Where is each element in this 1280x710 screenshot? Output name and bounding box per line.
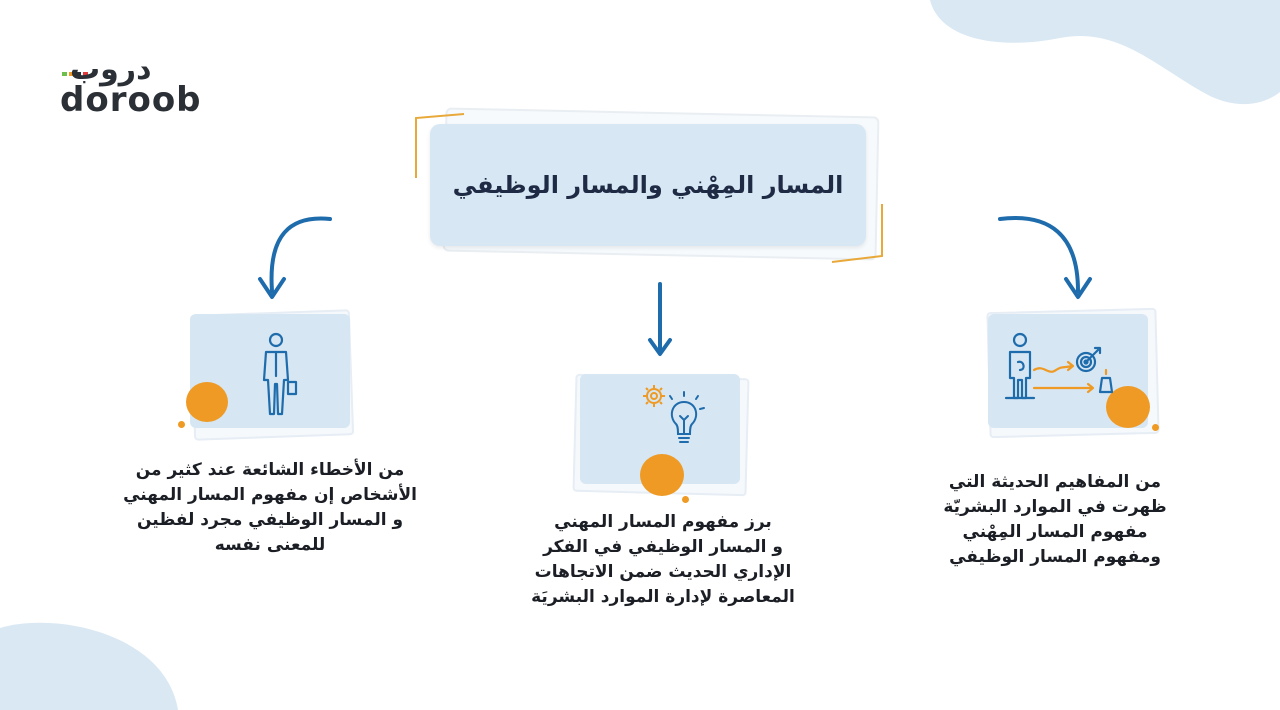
left-line-4: للمعنى نفسه bbox=[214, 535, 326, 555]
right-line-4: ومفهوم المسار الوظيفي bbox=[949, 547, 1161, 567]
right-card bbox=[980, 306, 1164, 442]
left-line-2: الأشخاص إن مفهوم المسار المهني bbox=[123, 485, 417, 505]
bottom-left-blob bbox=[0, 620, 180, 710]
right-description bbox=[920, 470, 1190, 570]
center-card-orange-dot bbox=[682, 496, 689, 503]
top-right-blob bbox=[920, 0, 1280, 110]
right-line-2: ظهرت في الموارد البشريّة bbox=[943, 497, 1167, 517]
title-card-group bbox=[414, 106, 884, 270]
doroob-logo bbox=[58, 52, 218, 122]
left-card-orange-spot bbox=[186, 382, 228, 422]
right-card-orange-dot bbox=[1152, 424, 1159, 431]
logo-arabic-text: دروب bbox=[70, 52, 152, 87]
logo-latin-text: doroob bbox=[60, 80, 202, 120]
center-card-orange-spot bbox=[640, 454, 684, 496]
right-line-3: مفهوم المسار المِهْني bbox=[962, 522, 1148, 542]
left-card bbox=[176, 306, 360, 442]
center-line-1: برز مفهوم المسار المهني bbox=[554, 512, 772, 532]
left-line-3: و المسار الوظيفي مجرد لفظين bbox=[136, 510, 404, 530]
center-line-4: المعاصرة لإدارة الموارد البشريَة bbox=[531, 587, 795, 607]
center-line-3: الإداري الحديث ضمن الاتجاهات bbox=[534, 562, 792, 582]
title-card bbox=[430, 124, 866, 246]
left-arrow-icon bbox=[250, 205, 350, 305]
center-card bbox=[568, 366, 752, 506]
businessman-icon bbox=[258, 332, 298, 416]
page-title: المسار المِهْني والمسار الوظيفي bbox=[452, 171, 844, 199]
center-line-2: و المسار الوظيفي في الفكر bbox=[543, 537, 783, 557]
left-card-orange-dot bbox=[178, 421, 185, 428]
center-description bbox=[508, 510, 818, 610]
gear-lightbulb-icon bbox=[640, 382, 714, 456]
right-line-1: من المفاهيم الحديثة التي bbox=[948, 472, 1162, 492]
person-target-icon bbox=[1004, 330, 1124, 410]
center-arrow-icon bbox=[640, 280, 680, 360]
left-description bbox=[100, 458, 440, 558]
right-arrow-icon bbox=[990, 205, 1100, 305]
left-line-1: من الأخطاء الشائعة عند كثير من bbox=[135, 460, 405, 480]
